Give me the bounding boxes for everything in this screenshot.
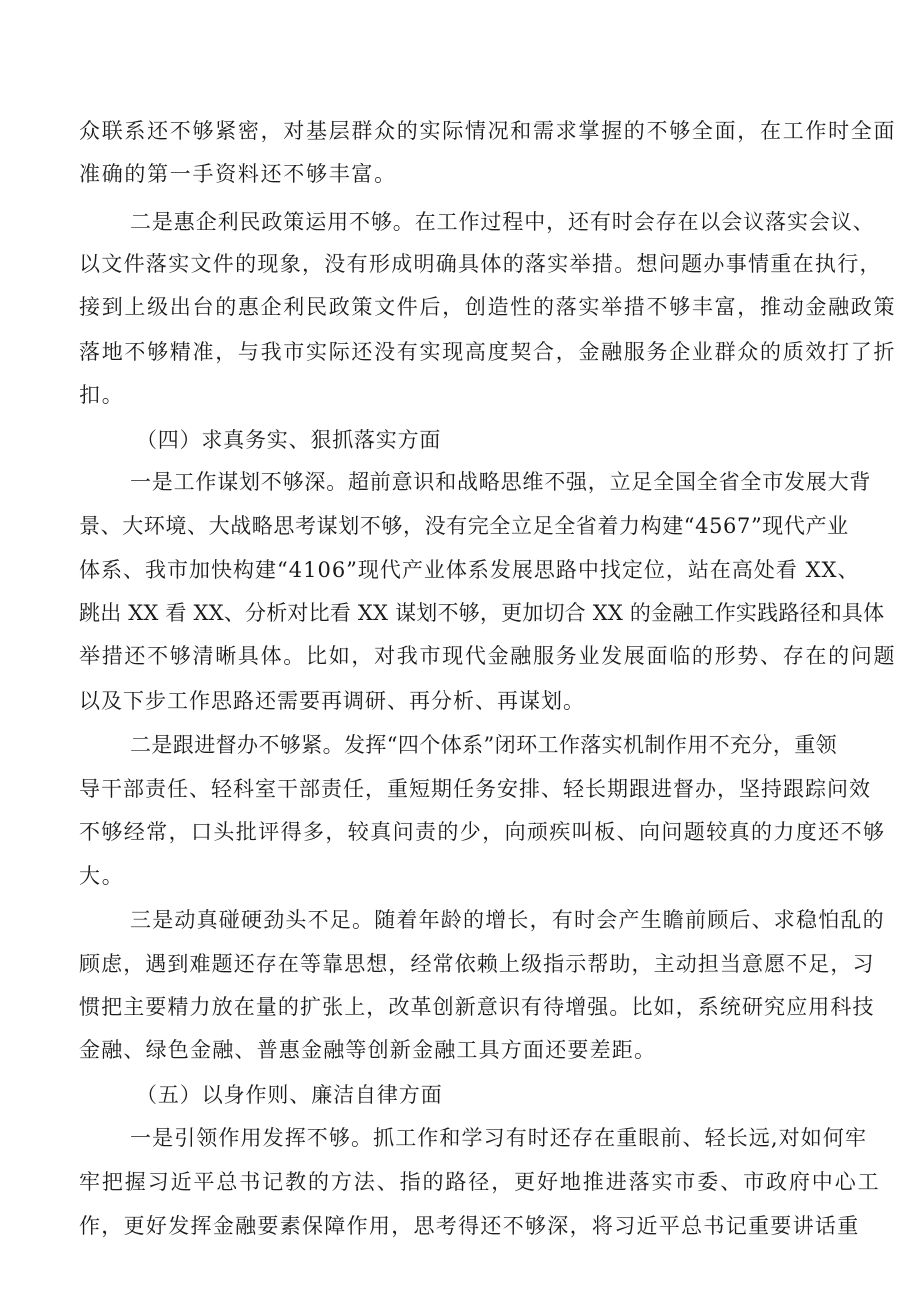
- body-line: 扣。: [79, 383, 125, 407]
- body-line: 惯把主要精力放在量的扩张上，改革创新意识有待增强。比如，系统研究应用科技: [79, 995, 875, 1019]
- body-line: 景、大环境、大战略思考谋划不够，没有完全立足全省着力构建“4567”现代产业: [79, 514, 849, 538]
- body-line: 以文件落实文件的现象，没有形成明确具体的落实举措。想问题办事情重在执行，: [79, 252, 882, 276]
- body-line: 牢把握习近平总书记教的方法、指的路径，更好地推进落实市委、市政府中心工: [79, 1170, 881, 1194]
- body-line: 导干部责任、轻科室干部责任，重短期任务安排、轻长期跟进督办，坚持跟踪问效: [79, 777, 871, 801]
- body-line: 金融、绿色金融、普惠金融等创新金融工具方面还要差距。: [79, 1038, 657, 1062]
- body-line: 以及下步工作思路还需要再调研、再分析、再谋划。: [79, 689, 585, 713]
- body-line: 一是引领作用发挥不够。抓工作和学习有时还存在重眼前、轻长远,对如何牢: [130, 1126, 868, 1150]
- section-heading-5: （五）以身作则、廉洁自律方面: [136, 1083, 443, 1107]
- body-line: 落地不够精准，与我市实际还没有实现高度契合，金融服务企业群众的质效打了折: [79, 340, 897, 364]
- body-line: 不够经常，口头批评得多，较真问责的少，向顽疾叫板、向问题较真的力度还不够: [79, 820, 886, 844]
- body-line: 作，更好发挥金融要素保障作用，思考得还不够深，将习近平总书记重要讲话重: [79, 1214, 860, 1238]
- body-line: 二是惠企利民政策运用不够。在工作过程中，还有时会存在以会议落实会议、: [130, 210, 875, 234]
- body-line: 二是跟进督办不够紧。发挥“四个体系”闭环工作落实机制作用不充分，重领: [130, 733, 838, 757]
- body-line: 举措还不够清晰具体。比如，对我市现代金融服务业发展面临的形势、存在的问题: [79, 644, 897, 668]
- body-line: 大。: [79, 864, 125, 888]
- section-heading-4: （四）求真务实、狠抓落实方面: [136, 428, 442, 452]
- body-line: 一是工作谋划不够深。超前意识和战略思维不强，立足全国全省全市发展大背: [130, 470, 872, 494]
- body-line: 体系、我市加快构建“4106”现代产业体系发展思路中找定位，站在高处看 XX、: [79, 558, 860, 582]
- body-line: 顾虑，遇到难题还存在等靠思想，经常依赖上级指示帮助，主动担当意愿不足，习: [79, 952, 875, 976]
- body-line: 三是动真碰硬劲头不足。随着年龄的增长，有时会产生瞻前顾后、求稳怕乱的: [130, 908, 885, 932]
- body-line: 跳出 XX 看 XX、分析对比看 XX 谋划不够，更加切合 XX 的金融工作实践路径和具体: [79, 601, 885, 625]
- body-line: 准确的第一手资料还不够丰富。: [79, 162, 397, 186]
- body-line: 众联系还不够紧密，对基层群众的实际情况和需求掌握的不够全面，在工作时全面: [79, 119, 897, 143]
- body-line: 接到上级出台的惠企利民政策文件后，创造性的落实举措不够丰富，推动金融政策: [79, 295, 897, 319]
